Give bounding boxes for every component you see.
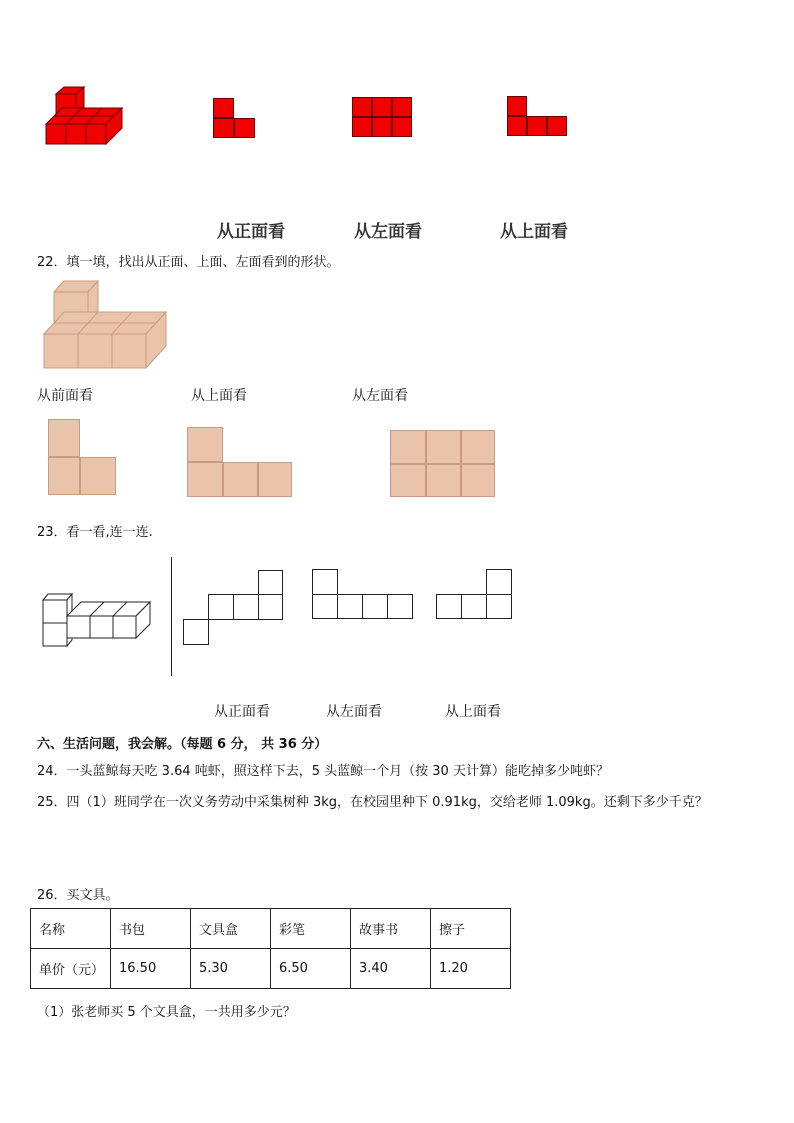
red-view-l-shape: [213, 98, 255, 138]
q22-label-left: 从左面看: [352, 388, 408, 404]
table-cell: 名称: [31, 909, 111, 949]
q25-text: 25．四（1）班同学在一次义务劳动中采集树种 3kg，在校园里种下 0.91kg，交给老师 1.09kg。还剩下多少千克？: [37, 795, 708, 810]
price-table: [30, 908, 511, 989]
top-label-top: 从上面看: [500, 222, 568, 242]
q23-view-long-l: [312, 569, 413, 619]
q23-view-right-l: [436, 569, 512, 619]
q23-3d-figure: [40, 590, 154, 648]
red-view-long-l: [507, 96, 567, 136]
q23-label-left: 从左面看: [326, 704, 382, 720]
table-cell: 6.50: [271, 949, 351, 989]
q23-divider-line: [171, 557, 172, 676]
q23-view-stair-shape: [183, 570, 283, 645]
q23-prompt: 23．看一看,连一连.: [37, 525, 153, 540]
table-cell: 5.30: [191, 949, 271, 989]
table-row: [31, 949, 511, 989]
red-view-rectangle: [352, 97, 412, 137]
table-cell: 擦子: [431, 909, 511, 949]
q23-label-top: 从上面看: [445, 704, 501, 720]
table-cell: 单价（元）: [31, 949, 111, 989]
q26-sub1: （1）张老师买 5 个文具盒，一共用多少元？: [37, 1005, 296, 1020]
q24-text: 24．一头蓝鲸每天吃 3.64 吨虾，照这样下去，5 头蓝鲸一个月（按 30 天计算）能吃掉多少吨虾？: [37, 764, 609, 779]
table-row: [31, 909, 511, 949]
q22-prompt: 22．填一填，找出从正面、上面、左面看到的形状。: [37, 255, 340, 270]
q23-label-front: 从正面看: [214, 704, 270, 720]
q22-label-front: 从前面看: [37, 388, 93, 404]
q22-view-rectangle: [390, 430, 495, 497]
table-cell: 彩笔: [271, 909, 351, 949]
red-3d-figure: [44, 84, 126, 146]
q22-view-l-shape: [48, 419, 116, 495]
top-label-left: 从左面看: [354, 222, 422, 242]
table-cell: 3.40: [351, 949, 431, 989]
q22-view-long-l: [187, 427, 292, 497]
table-cell: 故事书: [351, 909, 431, 949]
top-label-front: 从正面看: [217, 222, 285, 242]
section6-heading: 六、生活问题，我会解。（每题 6 分， 共 36 分）: [37, 737, 328, 752]
table-cell: 16.50: [111, 949, 191, 989]
q26-prompt: 26．买文具。: [37, 888, 119, 903]
q22-label-top: 从上面看: [191, 388, 247, 404]
table-cell: 书包: [111, 909, 191, 949]
table-cell: 文具盒: [191, 909, 271, 949]
table-cell: 1.20: [431, 949, 511, 989]
peach-3d-figure: [42, 278, 172, 370]
